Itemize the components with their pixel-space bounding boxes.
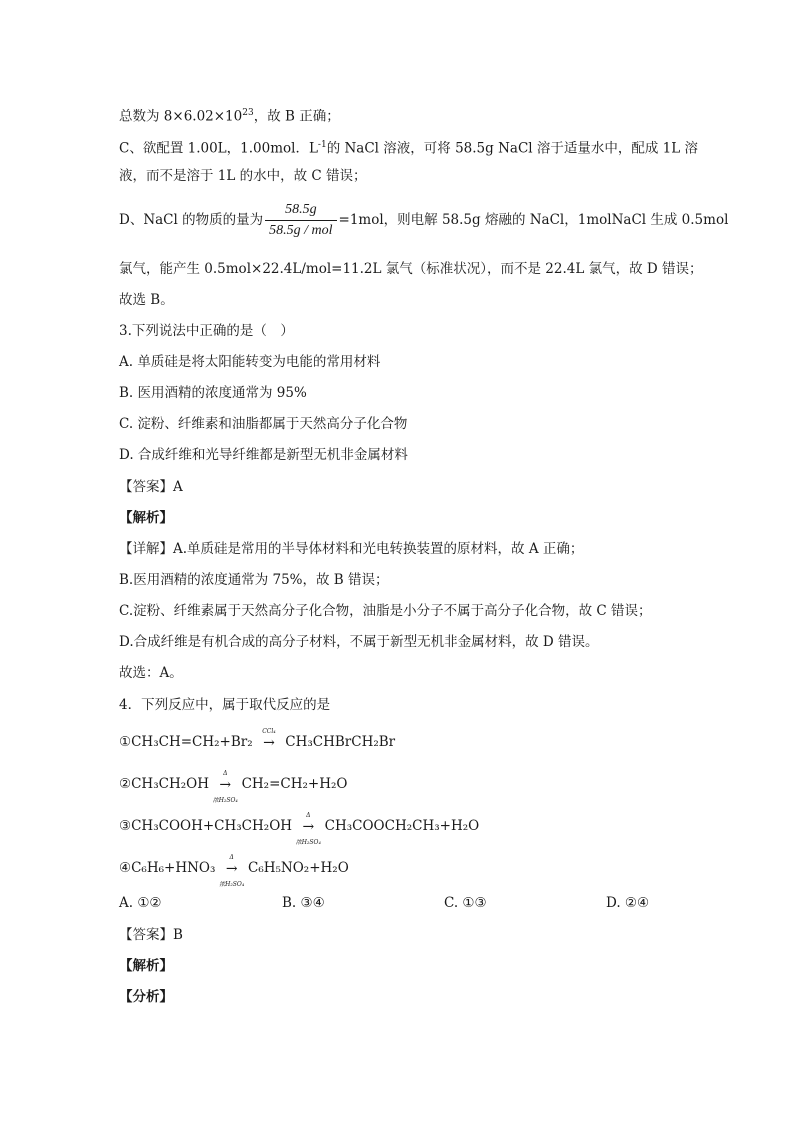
detail-line: 【详解】A.单质硅是常用的半导体材料和光电转换装置的原材料，故 A 正确； <box>119 541 584 557</box>
analysis-heading: 【解析】 <box>119 510 173 526</box>
products: CH₂=CH₂+H₂O <box>241 776 348 792</box>
detail-line: D.合成纤维是有机合成的高分子材料，不属于新型无机非金属材料，故 D 错误。 <box>119 634 599 650</box>
reaction-3 <box>119 811 480 846</box>
condition-bottom: 浓H₂SO₄ <box>295 838 321 846</box>
question-4-option-c: C. ①③ <box>444 895 487 911</box>
condition-top: CCl₄ <box>262 727 276 735</box>
products: CH₃COOCH₂CH₃+H₂O <box>324 818 480 834</box>
reaction-arrow <box>212 769 238 804</box>
analysis-subheading: 【分析】 <box>119 989 173 1005</box>
question-3: 3.下列说法中正确的是（ ） <box>119 323 294 339</box>
analysis-heading: 【解析】 <box>119 958 173 974</box>
reactants: ①CH₃CH=CH₂+Br₂ <box>119 734 253 750</box>
question-4: 4．下列反应中，属于取代反应的是 <box>119 697 331 713</box>
reaction-1 <box>119 727 396 752</box>
arrow-icon: → <box>219 776 232 793</box>
condition-bottom: 浓H₂SO₄ <box>212 796 238 804</box>
reactants: ②CH₃CH₂OH <box>119 776 209 792</box>
answer-3: 【答案】A <box>119 479 183 495</box>
detail-line: B.医用酒精的浓度通常为 75%，故 B 错误； <box>119 572 389 588</box>
text-segment: ，故 B 正确； <box>253 108 340 125</box>
condition-bottom: 浓H₂SO₄ <box>219 880 245 888</box>
conclusion-line: 故选：A。 <box>119 665 183 681</box>
products: C₆H₅NO₂+H₂O <box>248 860 349 876</box>
superscript: -1 <box>317 140 327 150</box>
fraction <box>265 200 336 241</box>
condition-top: Δ <box>223 769 228 777</box>
text-segment: 总数为 8×6.02×10 <box>119 108 243 125</box>
text-line: 故选 B。 <box>119 292 174 308</box>
superscript: 23 <box>242 108 254 118</box>
fraction-denominator: 58.5g / mol <box>269 223 333 238</box>
text-line: 液，而不是溶于 1L 的水中，故 C 错误； <box>119 168 367 184</box>
fraction-numerator: 58.5g <box>265 200 336 221</box>
reaction-arrow <box>295 811 321 846</box>
reaction-arrow <box>219 853 245 888</box>
arrow-icon: → <box>263 734 275 751</box>
text-segment: C、欲配置 1.00L，1.00mol．L <box>119 140 318 157</box>
question-3-option-b: B. 医用酒精的浓度通常为 95% <box>119 385 307 401</box>
reaction-4 <box>119 853 349 888</box>
condition-top: Δ <box>306 811 311 819</box>
text-segment: 的 NaCl 溶液，可将 58.5g NaCl 溶于适量水中，配成 1L 溶 <box>326 140 699 157</box>
condition-top: Δ <box>229 853 234 861</box>
products: CH₃CHBrCH₂Br <box>285 734 396 750</box>
reactants: ③CH₃COOH+CH₃CH₂OH <box>119 818 293 834</box>
question-4-option-d: D. ②④ <box>606 895 650 911</box>
reaction-arrow <box>257 727 281 752</box>
arrow-icon: → <box>225 860 238 877</box>
detail-line: C.淀粉、纤维素属于天然高分子化合物，油脂是小分子不属于高分子化合物，故 C 错误； <box>119 603 652 619</box>
question-4-option-b: B. ③④ <box>282 895 325 911</box>
text-line <box>119 199 728 241</box>
question-4-option-a: A. ①② <box>119 895 162 911</box>
text-segment: D、NaCl 的物质的量为 <box>119 212 264 228</box>
question-3-option-c: C. 淀粉、纤维素和油脂都属于天然高分子化合物 <box>119 416 408 432</box>
arrow-icon: → <box>302 818 315 835</box>
reactants: ④C₆H₆+HNO₃ <box>119 860 216 876</box>
text-line <box>119 104 340 126</box>
answer-4: 【答案】B <box>119 927 183 943</box>
reaction-2 <box>119 769 348 804</box>
question-3-option-d: D. 合成纤维和光导纤维都是新型无机非金属材料 <box>119 447 408 463</box>
text-segment: =1mol，则电解 58.5g 熔融的 NaCl，1molNaCl 生成 0.5mol <box>338 212 729 228</box>
question-3-option-a: A. 单质硅是将太阳能转变为电能的常用材料 <box>119 354 381 370</box>
text-line <box>119 136 698 158</box>
text-line: 氯气，能产生 0.5mol×22.4L/mol=11.2L 氯气（标准状况），而不是 22.4L 氯气，故 D 错误； <box>119 261 703 277</box>
